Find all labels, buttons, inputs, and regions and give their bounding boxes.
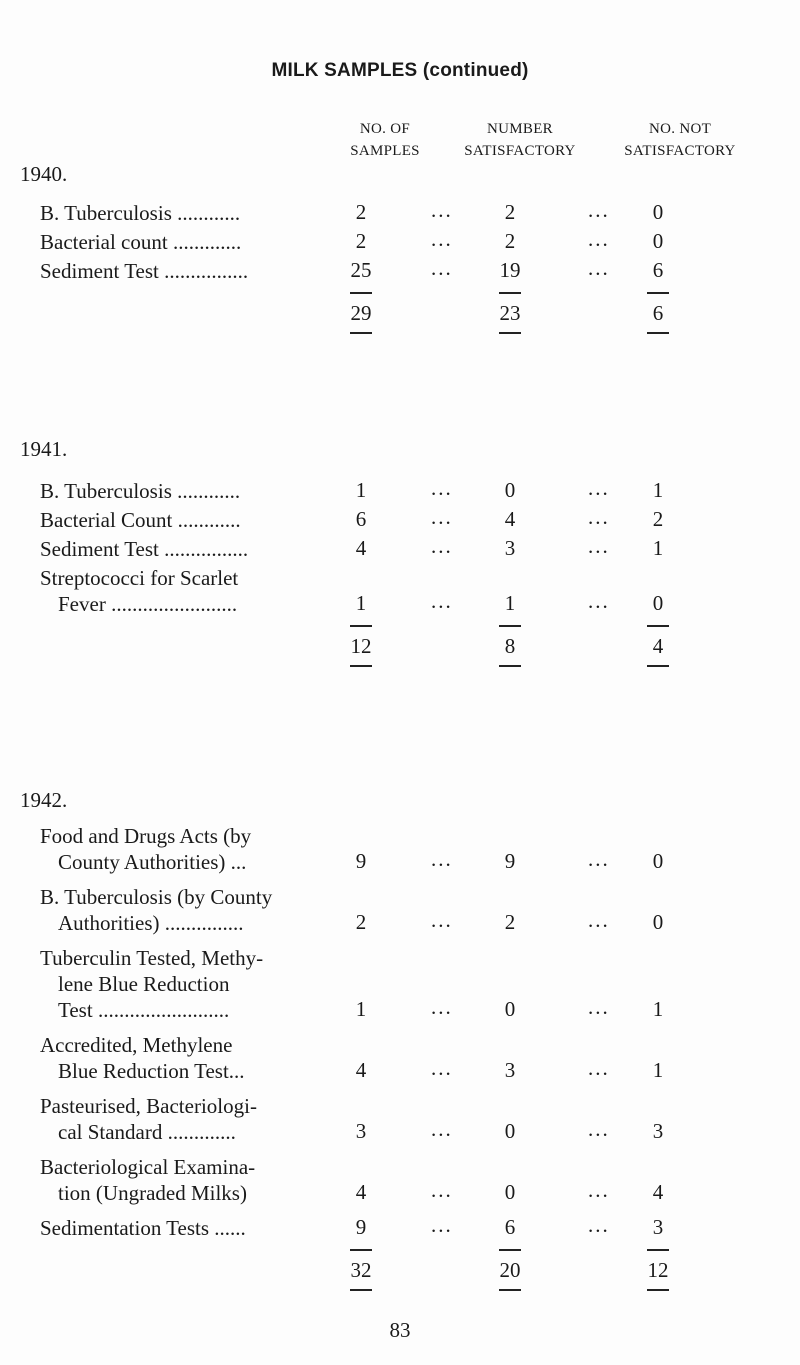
cell-value: 9	[355, 849, 367, 873]
rule-line	[499, 332, 521, 334]
cell-value: 25	[350, 258, 372, 282]
cell-value: 1	[652, 478, 664, 502]
ellipsis: ...	[431, 589, 453, 613]
column-header-not-satisfactory	[600, 118, 760, 162]
rule-line	[647, 292, 669, 294]
column-header-line: SATISFACTORY	[624, 143, 736, 159]
row-label: Tuberculin Tested, Methy-	[40, 946, 264, 970]
total-value: 12	[647, 1258, 669, 1282]
row-label: County Authorities) ...	[58, 850, 247, 874]
rule-line	[350, 332, 372, 334]
rule-line	[647, 625, 669, 627]
ellipsis: ...	[431, 995, 453, 1019]
column-header-line: SAMPLES	[350, 143, 420, 159]
row-label: Sediment Test ................	[40, 537, 249, 561]
cell-value: 2	[652, 507, 664, 531]
rule-line	[499, 1249, 521, 1251]
cell-value: 0	[504, 478, 516, 502]
row-label: B. Tuberculosis ............	[40, 201, 241, 225]
total-value: 23	[499, 301, 521, 325]
cell-value: 2	[504, 910, 516, 934]
rule-line	[350, 625, 372, 627]
row-label: Sedimentation Tests ......	[40, 1216, 246, 1240]
cell-value: 4	[355, 1180, 367, 1204]
rule-line	[499, 625, 521, 627]
ellipsis: ...	[588, 227, 610, 251]
row-label: Sediment Test ................	[40, 259, 249, 283]
ellipsis: ...	[588, 995, 610, 1019]
total-value: 32	[350, 1258, 372, 1282]
section-year: 1942.	[20, 788, 68, 812]
cell-value: 1	[652, 1058, 664, 1082]
rule-line	[350, 292, 372, 294]
cell-value: 3	[652, 1119, 664, 1143]
cell-value: 19	[499, 258, 521, 282]
cell-value: 1	[652, 997, 664, 1021]
cell-value: 6	[504, 1215, 516, 1239]
cell-value: 1	[652, 536, 664, 560]
rule-line	[647, 1249, 669, 1251]
column-header-line: NO. NOT	[648, 121, 712, 137]
column-header-samples	[330, 118, 440, 162]
row-label: Food and Drugs Acts (by	[40, 824, 252, 848]
column-header-line: NUMBER	[487, 121, 553, 137]
section-year: 1940.	[20, 162, 68, 186]
ellipsis: ...	[431, 476, 453, 500]
cell-value: 6	[355, 507, 367, 531]
row-label: Accredited, Methylene	[40, 1033, 233, 1057]
cell-value: 2	[355, 200, 367, 224]
cell-value: 2	[504, 229, 516, 253]
cell-value: 0	[504, 997, 516, 1021]
row-label: Test .........................	[58, 998, 230, 1022]
cell-value: 1	[355, 591, 367, 615]
rule-line	[499, 1289, 521, 1291]
cell-value: 2	[504, 200, 516, 224]
cell-value: 0	[652, 849, 664, 873]
total-value: 12	[350, 634, 372, 658]
row-label: Bacteriological Examina-	[40, 1155, 256, 1179]
rule-line	[647, 665, 669, 667]
row-label: B. Tuberculosis (by County	[40, 885, 273, 909]
ellipsis: ...	[431, 227, 453, 251]
ellipsis: ...	[588, 505, 610, 529]
column-header-line: NO. OF	[359, 121, 411, 137]
ellipsis: ...	[588, 1056, 610, 1080]
total-value: 29	[350, 301, 372, 325]
cell-value: 0	[652, 229, 664, 253]
page-title: MILK SAMPLES (continued)	[271, 60, 529, 81]
rule-line	[350, 665, 372, 667]
cell-value: 3	[504, 536, 516, 560]
cell-value: 3	[355, 1119, 367, 1143]
cell-value: 0	[504, 1180, 516, 1204]
ellipsis: ...	[431, 534, 453, 558]
ellipsis: ...	[431, 198, 453, 222]
row-label: tion (Ungraded Milks)	[58, 1181, 247, 1205]
rule-line	[499, 292, 521, 294]
ellipsis: ...	[431, 256, 453, 280]
ellipsis: ...	[588, 534, 610, 558]
ellipsis: ...	[588, 847, 610, 871]
row-label: lene Blue Reduction	[58, 972, 230, 996]
total-value: 6	[652, 301, 664, 325]
cell-value: 9	[355, 1215, 367, 1239]
rule-line	[499, 665, 521, 667]
cell-value: 4	[355, 1058, 367, 1082]
cell-value: 0	[652, 200, 664, 224]
ellipsis: ...	[431, 1178, 453, 1202]
row-label: Bacterial Count ............	[40, 508, 241, 532]
total-value: 4	[652, 634, 664, 658]
ellipsis: ...	[431, 1056, 453, 1080]
ellipsis: ...	[588, 908, 610, 932]
cell-value: 0	[652, 910, 664, 934]
cell-value: 4	[355, 536, 367, 560]
ellipsis: ...	[588, 476, 610, 500]
cell-value: 4	[504, 507, 516, 531]
page-number: 83	[389, 1318, 411, 1342]
cell-value: 6	[652, 258, 664, 282]
ellipsis: ...	[588, 1178, 610, 1202]
ellipsis: ...	[588, 589, 610, 613]
ellipsis: ...	[431, 1117, 453, 1141]
row-label: Fever ........................	[58, 592, 238, 616]
row-label: Streptococci for Scarlet	[40, 566, 239, 590]
row-label: Authorities) ...............	[58, 911, 244, 935]
cell-value: 1	[504, 591, 516, 615]
column-header-satisfactory	[440, 118, 600, 162]
row-label: cal Standard .............	[58, 1120, 236, 1144]
cell-value: 3	[652, 1215, 664, 1239]
cell-value: 4	[652, 1180, 664, 1204]
total-value: 8	[504, 634, 516, 658]
cell-value: 2	[355, 229, 367, 253]
cell-value: 1	[355, 997, 367, 1021]
column-header-line: SATISFACTORY	[464, 143, 576, 159]
row-label: Pasteurised, Bacteriologi-	[40, 1094, 257, 1118]
ellipsis: ...	[431, 908, 453, 932]
cell-value: 2	[355, 910, 367, 934]
ellipsis: ...	[588, 256, 610, 280]
ellipsis: ...	[588, 1213, 610, 1237]
rule-line	[350, 1249, 372, 1251]
ellipsis: ...	[431, 847, 453, 871]
rule-line	[647, 332, 669, 334]
rule-line	[647, 1289, 669, 1291]
total-value: 20	[499, 1258, 521, 1282]
section-year: 1941.	[20, 437, 68, 461]
ellipsis: ...	[588, 198, 610, 222]
cell-value: 0	[504, 1119, 516, 1143]
rule-line	[350, 1289, 372, 1291]
ellipsis: ...	[431, 505, 453, 529]
cell-value: 9	[504, 849, 516, 873]
ellipsis: ...	[588, 1117, 610, 1141]
cell-value: 3	[504, 1058, 516, 1082]
row-label: B. Tuberculosis ............	[40, 479, 241, 503]
ellipsis: ...	[431, 1213, 453, 1237]
row-label: Blue Reduction Test...	[58, 1059, 245, 1083]
row-label: Bacterial count .............	[40, 230, 242, 254]
cell-value: 0	[652, 591, 664, 615]
cell-value: 1	[355, 478, 367, 502]
